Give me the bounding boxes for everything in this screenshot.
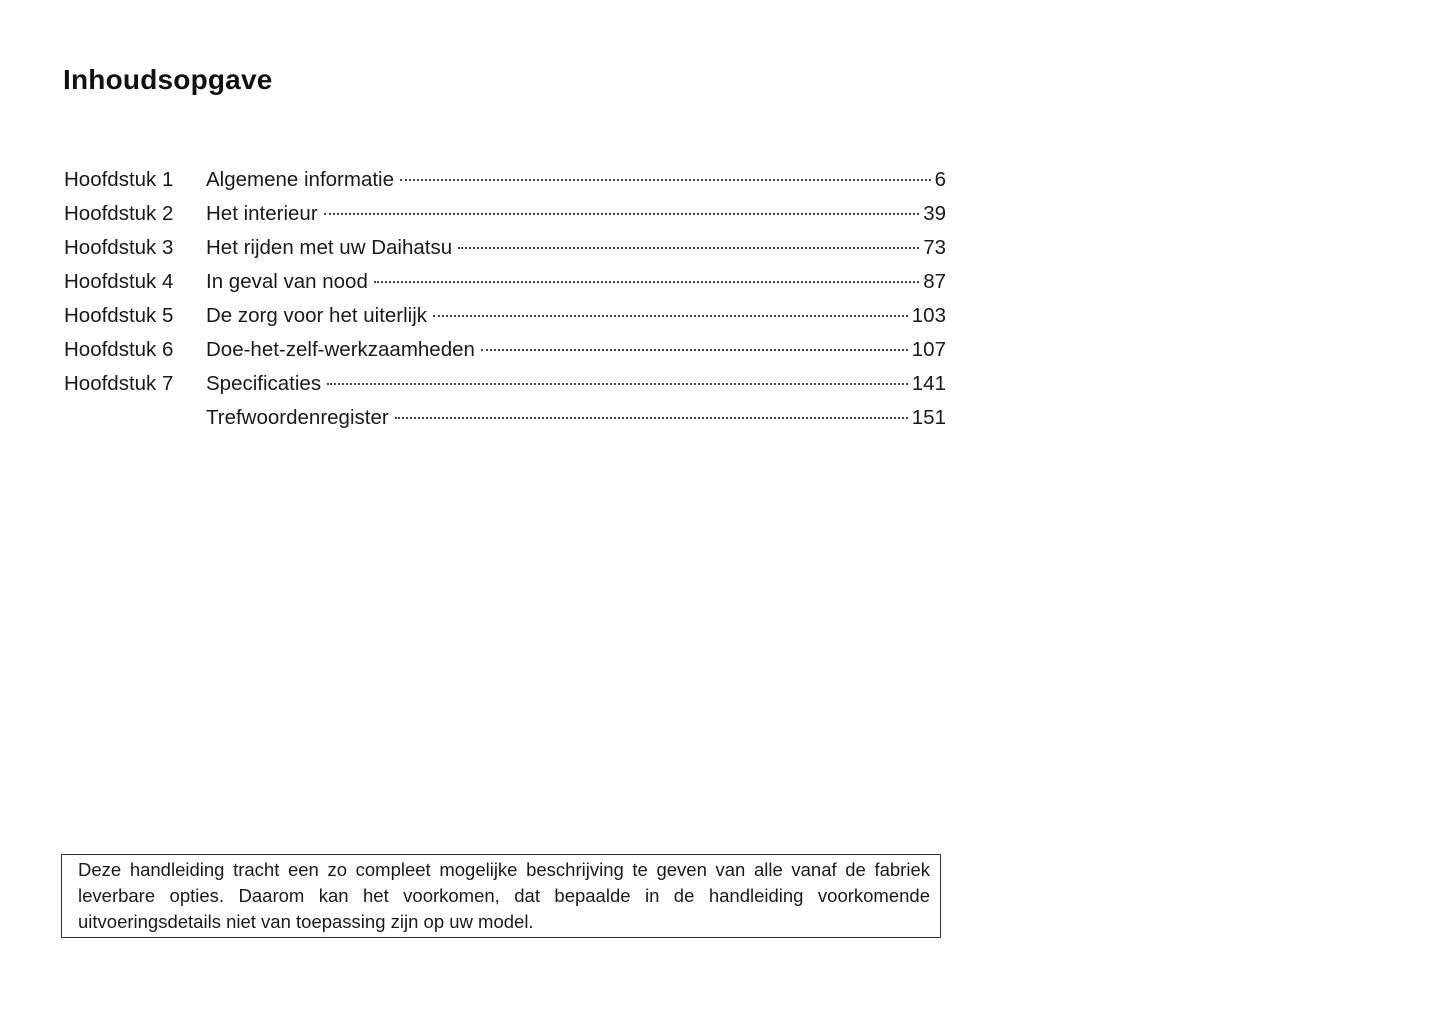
table-of-contents: [64, 163, 946, 435]
toc-entry-chapter-2[interactable]: [64, 197, 946, 231]
toc-chapter-label: Hoofdstuk 5: [64, 304, 174, 327]
toc-entry-title: De zorg voor het uiterlijk: [206, 304, 428, 327]
toc-page-number: 151: [911, 406, 946, 429]
disclaimer-text: Deze handleiding tracht een zo compleet mogelijke beschrijving te geven van alle vanaf de fabriek leverbare opties. Daarom kan het voorkomen, dat bepaalde in de handleiding voorkomende uitvoeringsdetails niet van toepassing zijn op uw model.: [78, 859, 930, 932]
dot-leader: [458, 247, 919, 249]
toc-entry-chapter-3[interactable]: [64, 231, 946, 265]
toc-entry-title: Doe-het-zelf-werkzaamheden: [206, 338, 475, 361]
dot-leader: [400, 179, 931, 181]
dot-leader: [374, 281, 919, 283]
toc-entry-chapter-6[interactable]: [64, 333, 946, 367]
toc-page-number: 39: [923, 202, 946, 225]
toc-chapter-label: Hoofdstuk 4: [64, 270, 174, 293]
toc-chapter-label: Hoofdstuk 6: [64, 338, 174, 361]
dot-leader: [327, 383, 908, 385]
toc-entry-title: Algemene informatie: [206, 168, 395, 191]
toc-entry-chapter-5[interactable]: [64, 299, 946, 333]
toc-entry-title: Het rijden met uw Daihatsu: [206, 236, 453, 259]
toc-entry-title: Het interieur: [206, 202, 318, 225]
toc-entry-title: Specificaties: [206, 372, 322, 395]
dot-leader: [433, 315, 908, 317]
toc-entry-title: Trefwoordenregister: [206, 406, 389, 429]
toc-entry-title: In geval van nood: [206, 270, 368, 293]
toc-entry-index[interactable]: [64, 401, 946, 435]
toc-page-number: 87: [923, 270, 946, 293]
toc-page-number: 141: [911, 372, 946, 395]
toc-entry-chapter-4[interactable]: [64, 265, 946, 299]
dot-leader: [395, 417, 908, 419]
toc-page-number: 73: [923, 236, 946, 259]
toc-chapter-label: Hoofdstuk 3: [64, 236, 174, 259]
toc-page-number: 6: [934, 168, 946, 191]
toc-page-number: 107: [911, 338, 946, 361]
disclaimer-box: [61, 854, 941, 938]
toc-chapter-label: Hoofdstuk 1: [64, 168, 174, 191]
toc-entry-chapter-7[interactable]: [64, 367, 946, 401]
toc-page-number: 103: [911, 304, 946, 327]
dot-leader: [324, 213, 920, 215]
page-title: Inhoudsopgave: [63, 64, 273, 95]
toc-chapter-label: Hoofdstuk 2: [64, 202, 174, 225]
toc-chapter-label: Hoofdstuk 7: [64, 372, 174, 395]
dot-leader: [481, 349, 908, 351]
toc-entry-chapter-1[interactable]: [64, 163, 946, 197]
